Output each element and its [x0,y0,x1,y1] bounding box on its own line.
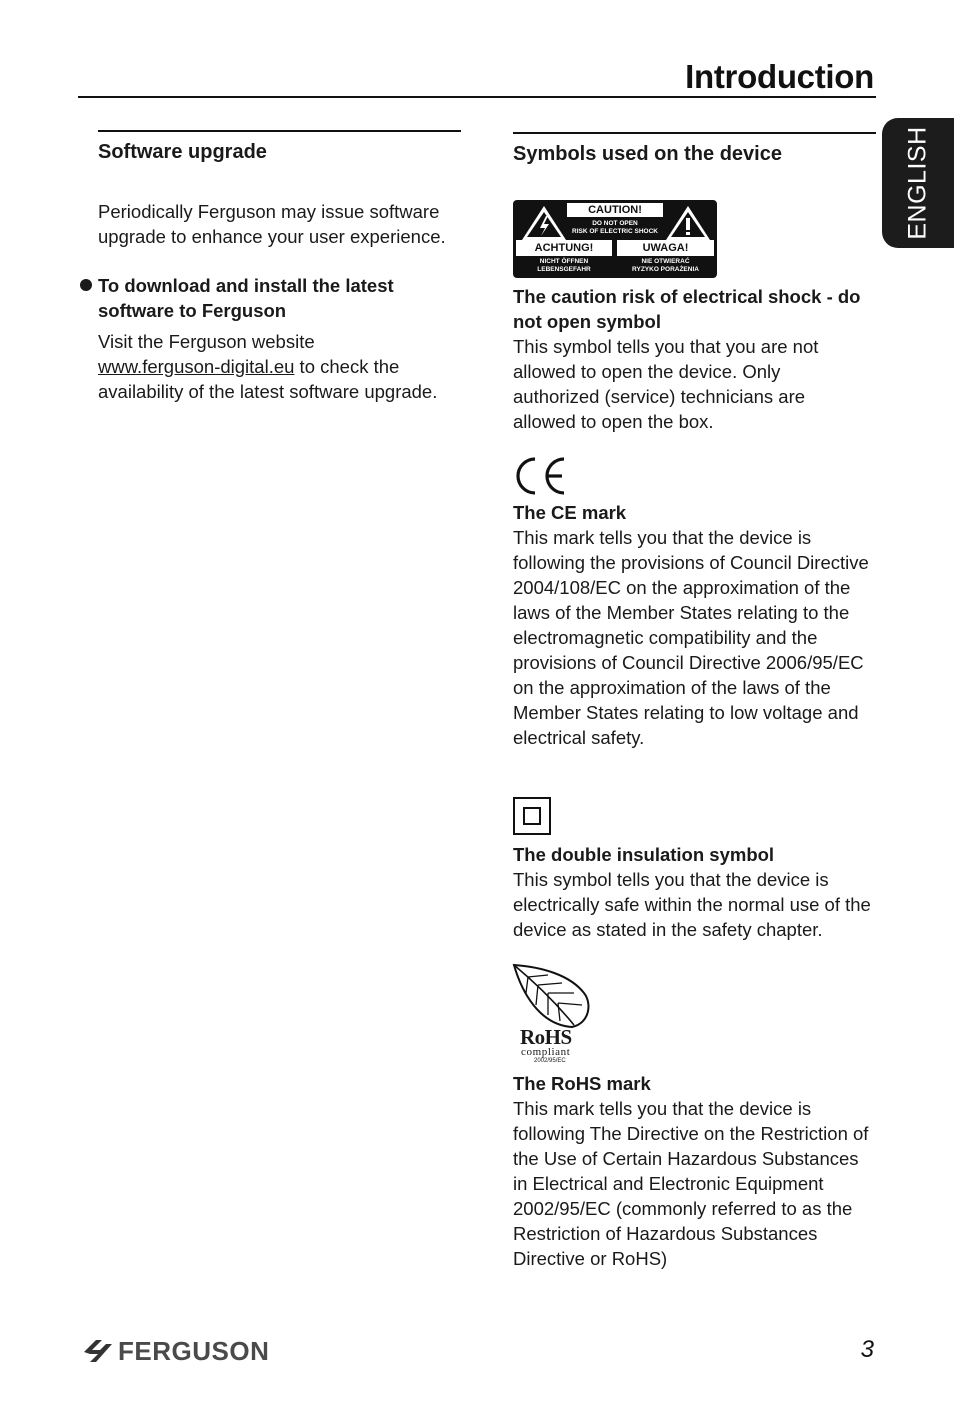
rohs-code: 2002/95/EC [534,1058,566,1064]
lightning-warning-icon [519,204,569,242]
caution-sub [567,220,663,236]
achtung-sub-line-1: NICHT ÖFFNEN [539,258,589,265]
uwaga-sub-line-1: NIE OTWIERAĆ [641,258,690,265]
double-insulation-icon [513,797,551,835]
left-section-rule [98,130,461,132]
title-rule [78,96,876,98]
caution-sub-line-1: DO NOT OPEN [592,220,638,227]
language-tab [882,118,954,248]
uwaga-sub [617,258,714,274]
uwaga-word: UWAGA! [617,240,714,256]
caution-word: CAUTION! [567,203,663,217]
achtung-sub [516,258,612,274]
uwaga-sub-line-2: RYZYKO PORAŻENIA [632,266,699,273]
achtung-sub-line-2: LEBENSGEFAHR [537,266,591,273]
ferguson-logo-mark-icon [82,1336,118,1366]
bullet-title: To download and install the latest software to Ferguson [98,275,394,321]
rohs-mark-text: This mark tells you that the device is following The Directive on the Restriction of the Use of Certain Hazardous Substances in Electrical and Electronic Equipment 2002/95/EC (commonly referred to as the Restriction of Hazardous Substances Directive or RoHS) [513,1098,869,1269]
page-number: 3 [860,1336,874,1363]
caution-label-image [513,200,717,278]
software-upgrade-heading: Software upgrade [98,141,267,163]
page-title: Introduction [685,58,874,95]
software-upgrade-intro: Periodically Ferguson may issue software upgrade to enhance your user experience. [98,201,446,247]
ferguson-brand-text: FERGUSON [118,1336,270,1366]
bullet-text-before: Visit the Ferguson website [98,331,315,352]
bullet-text-after: to check the availability of the latest software upgrade. [98,356,438,402]
ce-mark-title: The CE mark [513,502,627,523]
language-tab-label: ENGLISH [903,126,932,240]
ferguson-website-link[interactable]: www.ferguson-digital.eu [98,356,295,377]
leaf-icon [512,963,592,1029]
rohs-logo [512,963,592,1067]
rohs-compliant: compliant [521,1046,571,1058]
rohs-word: RoHS [520,1025,572,1049]
symbols-heading: Symbols used on the device [513,143,782,165]
rohs-mark-title: The RoHS mark [513,1073,651,1094]
caution-symbol-title: The caution risk of electrical shock - do not open symbol [513,286,861,332]
caution-sub-line-2: RISK OF ELECTRIC SHOCK [572,228,658,235]
bullet-icon [80,279,92,291]
ferguson-logo [82,1336,322,1366]
ce-mark-icon [513,455,567,497]
double-insulation-text: This symbol tells you that the device is electrically safe within the normal use of the device as stated in the safety chapter. [513,869,871,940]
bullet-text [98,329,468,404]
caution-symbol-text: This symbol tells you that you are not allowed to open the device. Only authorized (service) technicians are allowed to open the box. [513,336,819,432]
ce-mark-text: This mark tells you that the device is following the provisions of Council Directive 2004/108/EC on the approximation of the laws of the Member States relating to the electromagnetic compatibility and the provisions of Council Directive 2006/95/EC on the approximation of the laws of the Member States relating to low voltage and electrical safety. [513,527,869,748]
achtung-word: ACHTUNG! [516,240,612,256]
double-insulation-title: The double insulation symbol [513,844,775,865]
exclamation-warning-icon [663,204,713,242]
right-section-rule [513,132,876,134]
